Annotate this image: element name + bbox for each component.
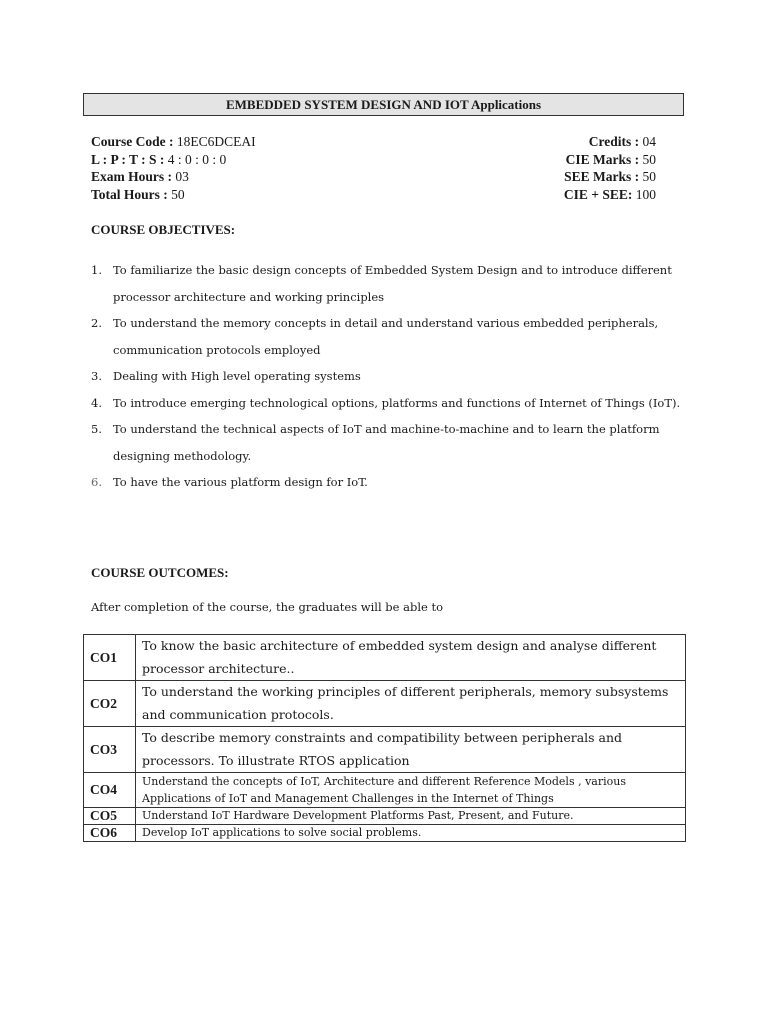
meta-row-lpts xyxy=(91,151,656,169)
outcome-text: To describe memory constraints and compatibility between peripherals and processors. To illustrate RTOS application xyxy=(136,727,686,773)
objective-item xyxy=(91,390,681,417)
outcomes-table xyxy=(83,634,686,842)
outcomes-intro: After completion of the course, the graduates will be able to xyxy=(91,600,444,614)
outcome-code: CO5 xyxy=(84,808,136,825)
total-hours-label: Total Hours : xyxy=(91,187,168,202)
table-row xyxy=(84,808,686,825)
exam-hours-value: 03 xyxy=(175,169,189,184)
objectives-heading: COURSE OBJECTIVES: xyxy=(91,222,236,237)
objective-text: To understand the memory concepts in detail and understand various embedded peripherals, communication protocols employed xyxy=(113,316,659,357)
table-row xyxy=(84,825,686,842)
objective-number: 3. xyxy=(91,369,102,383)
see-marks-label: SEE Marks : xyxy=(564,169,640,184)
objective-text: Dealing with High level operating systems xyxy=(113,369,361,383)
meta-row-exam-hours xyxy=(91,168,656,186)
objective-text: To understand the technical aspects of IoT and machine-to-machine and to learn the platform designing methodology. xyxy=(113,422,660,463)
outcome-code: CO6 xyxy=(84,825,136,842)
outcome-code: CO1 xyxy=(84,635,136,681)
cie-marks-value: 50 xyxy=(642,152,656,167)
outcome-text: Understand IoT Hardware Development Platforms Past, Present, and Future. xyxy=(136,808,686,825)
objective-text: To familiarize the basic design concepts of Embedded System Design and to introduce different processor architecture and working principles xyxy=(113,263,672,304)
objective-item xyxy=(91,310,681,363)
exam-hours-label: Exam Hours : xyxy=(91,169,172,184)
outcomes-heading: COURSE OUTCOMES: xyxy=(91,565,229,580)
outcome-text: Develop IoT applications to solve social problems. xyxy=(136,825,686,842)
objective-number: 5. xyxy=(91,422,102,436)
table-row xyxy=(84,773,686,808)
outcome-text: To understand the working principles of different peripherals, memory subsystems and communication protocols. xyxy=(136,681,686,727)
outcome-code: CO4 xyxy=(84,773,136,808)
outcome-text: Understand the concepts of IoT, Architecture and different Reference Models , various Applications of IoT and Management Challenges in the Internet of Things xyxy=(136,773,686,808)
objective-item xyxy=(91,416,681,469)
outcome-code: CO2 xyxy=(84,681,136,727)
table-row xyxy=(84,681,686,727)
table-row xyxy=(84,635,686,681)
cie-see-label: CIE + SEE: xyxy=(563,187,633,202)
see-marks-value: 50 xyxy=(642,169,656,184)
outcome-code: CO3 xyxy=(84,727,136,773)
outcome-text: To know the basic architecture of embedded system design and analyse different processor architecture.. xyxy=(136,635,686,681)
objective-number: 2. xyxy=(91,316,102,330)
objectives-list xyxy=(91,257,681,496)
total-hours-value: 50 xyxy=(171,187,185,202)
cie-see-value: 100 xyxy=(635,187,656,202)
credits-label: Credits : xyxy=(588,134,640,149)
objective-number: 1. xyxy=(91,263,102,277)
objective-item xyxy=(91,257,681,310)
objective-text: To introduce emerging technological options, platforms and functions of Internet of Things (IoT). xyxy=(113,395,681,410)
course-code-label: Course Code : xyxy=(91,134,174,149)
meta-row-total-hours xyxy=(91,186,656,204)
cie-marks-label: CIE Marks : xyxy=(565,152,640,167)
objective-item xyxy=(91,363,681,390)
table-row xyxy=(84,727,686,773)
credits-value: 04 xyxy=(642,134,656,149)
lpts-value: 4 : 0 : 0 : 0 xyxy=(167,152,227,167)
course-code-value: 18EC6DCEAI xyxy=(176,134,256,149)
lpts-label: L : P : T : S : xyxy=(91,152,165,167)
objective-text: To have the various platform design for IoT. xyxy=(113,475,368,489)
objective-item xyxy=(91,469,681,496)
course-title: EMBEDDED SYSTEM DESIGN AND IOT Applications xyxy=(83,93,684,116)
objective-number: 4. xyxy=(91,395,102,410)
meta-row-course-code xyxy=(91,133,656,151)
objective-number: 6. xyxy=(91,475,102,489)
